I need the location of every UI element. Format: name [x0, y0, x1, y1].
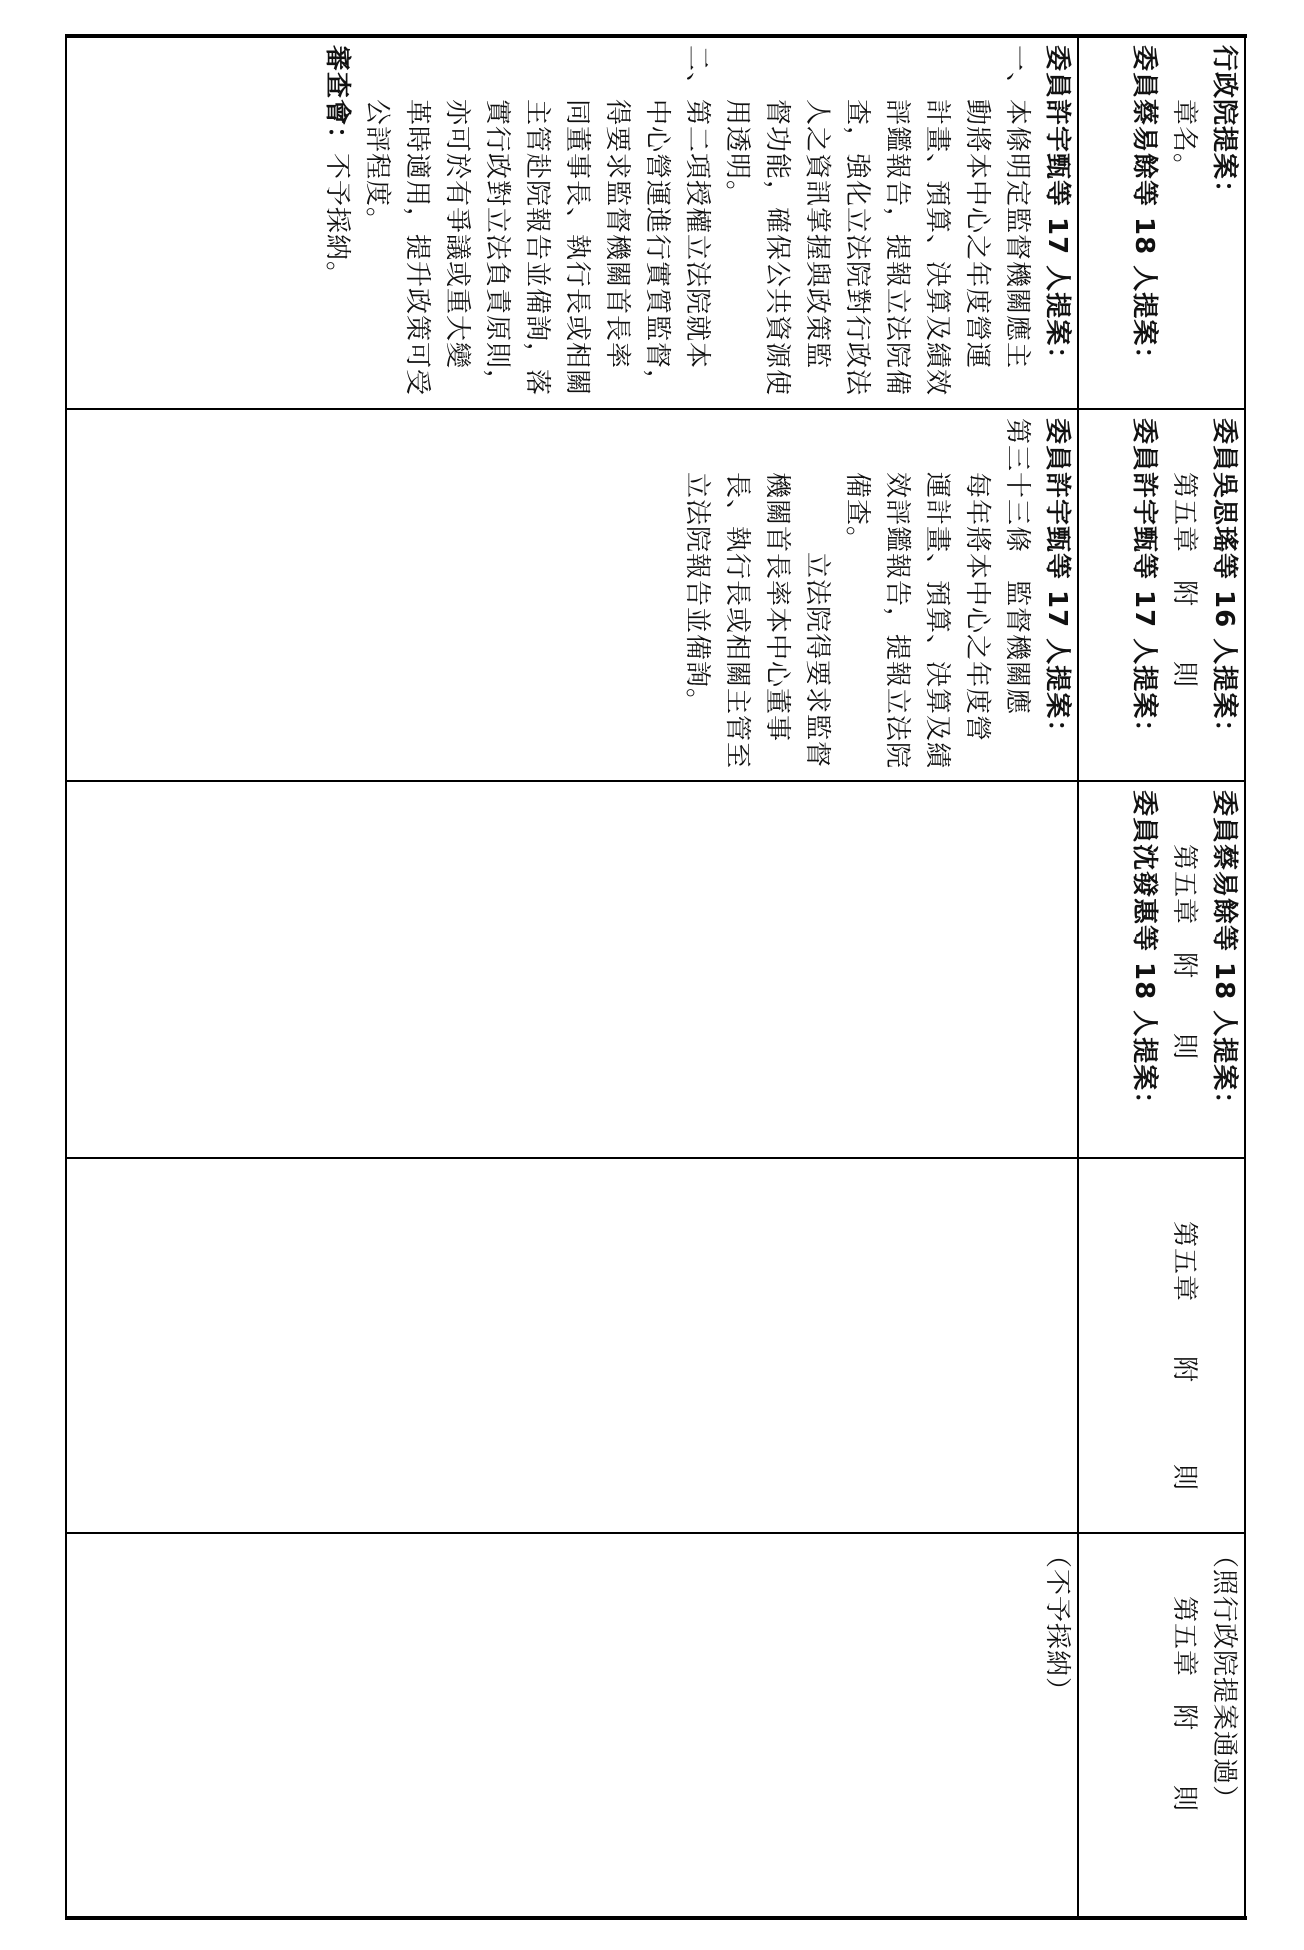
text-line: 中心營運進行實質監督，: [642, 99, 672, 397]
text-line: 長、執行長或相關主管至: [722, 472, 752, 770]
cell-r1-c2: [67, 410, 1077, 780]
cell-r2-c5: [1079, 1534, 1244, 1916]
text-line: 同董事長、執行長或相關: [562, 99, 592, 397]
cell-r1-c5: [67, 1534, 1077, 1916]
cell-r2-c5-text: [1164, 1542, 1244, 1912]
review-result: [317, 45, 357, 405]
text-line: 二、第二項授權立法院就本: [682, 45, 712, 370]
text-line: 評鑑報告，提報立法院備: [882, 99, 912, 397]
cell-r1-c3: [67, 782, 1077, 1157]
proposal-title: 委員蔡易餘等 18 人提案：: [1129, 45, 1159, 374]
cell-r2-c1-text: [1124, 45, 1244, 405]
text-line: 計畫、預算、決算及績效: [922, 99, 952, 397]
cell-r2-c3: [1079, 782, 1244, 1157]
proposal-title: 委員許宇甄等 17 人提案：: [1042, 418, 1072, 747]
text-line: 督功能，確保公共資源使: [762, 99, 792, 397]
cell-r1-c5-text: [1037, 1542, 1077, 1912]
cell-r1-c4: [67, 1159, 1077, 1532]
cell-r1-c1-text: [317, 45, 1077, 405]
text-line: 立法院得要求監督: [802, 552, 832, 769]
cell-r2-c4: [1079, 1159, 1244, 1532]
proposal-title: 委員許宇甄等 17 人提案：: [1042, 45, 1072, 374]
cell-r2-c4-text: [1164, 1167, 1244, 1527]
chapter-title: 第五章 附 則: [1169, 472, 1199, 689]
text-line: 亦可於有爭議或重大變: [442, 99, 472, 370]
proposal-title: 委員吳思瑤等 16 人提案：: [1209, 418, 1239, 747]
decision-text: （照行政院提案通過）: [1209, 1542, 1239, 1813]
table-bottom-border: [65, 1916, 1247, 1920]
text-line: 備查。: [842, 472, 872, 554]
cell-r2-c3-text: [1124, 790, 1244, 1155]
table-right-border: [1244, 35, 1246, 1920]
cell-r1-c1: [67, 37, 1077, 408]
review-text: 不予採納。: [322, 153, 352, 289]
proposal-title: 行政院提案：: [1209, 45, 1239, 208]
proposal-title: 委員蔡易餘等 18 人提案：: [1209, 790, 1239, 1119]
cell-r2-c1: [1079, 37, 1244, 408]
chapter-title: 第五章 附 則: [1169, 1221, 1199, 1492]
cell-r2-c2: [1079, 410, 1244, 780]
text-line: 效評鑑報告，提報立法院: [882, 472, 912, 770]
chapter-title: 第五章 附 則: [1169, 844, 1199, 1061]
text-line: 機關首長率本中心董事: [762, 472, 792, 743]
review-label: 審查會：: [322, 45, 352, 154]
text-line: 章名。: [1169, 99, 1199, 181]
proposal-title: 委員沈發惠等 18 人提案：: [1129, 790, 1159, 1119]
text-line: 第三十三條 監督機關應: [1002, 418, 1032, 716]
decision-text: （不予採納）: [1042, 1542, 1072, 1705]
text-line: 公評程度。: [362, 99, 392, 235]
text-line: 得要求監督機關首長率: [602, 99, 632, 370]
text-line: 查，強化立法院對行政法: [842, 99, 872, 397]
text-line: 人之資訊掌握與政策監: [802, 99, 832, 370]
cell-r1-c2-text: [677, 418, 1077, 778]
text-line: 立法院報告並備詢。: [682, 472, 712, 716]
cell-r2-c2-text: [1124, 418, 1244, 778]
text-line: 動將本中心之年度營運: [962, 99, 992, 370]
chapter-title: 第五章 附 則: [1169, 1596, 1199, 1813]
text-line: 每年將本中心之年度營: [962, 472, 992, 743]
text-line: 主管赴院報告並備詢，落: [522, 99, 552, 397]
proposal-title: 委員許宇甄等 17 人提案：: [1129, 418, 1159, 747]
text-line: 運計畫、預算、決算及績: [922, 472, 952, 770]
text-line: 用透明。: [722, 99, 752, 208]
text-line: 革時適用，提升政策可受: [402, 99, 432, 397]
text-line: 一、本條明定監督機關應主: [1002, 45, 1032, 370]
text-line: 實行政對立法負責原則，: [482, 99, 512, 397]
